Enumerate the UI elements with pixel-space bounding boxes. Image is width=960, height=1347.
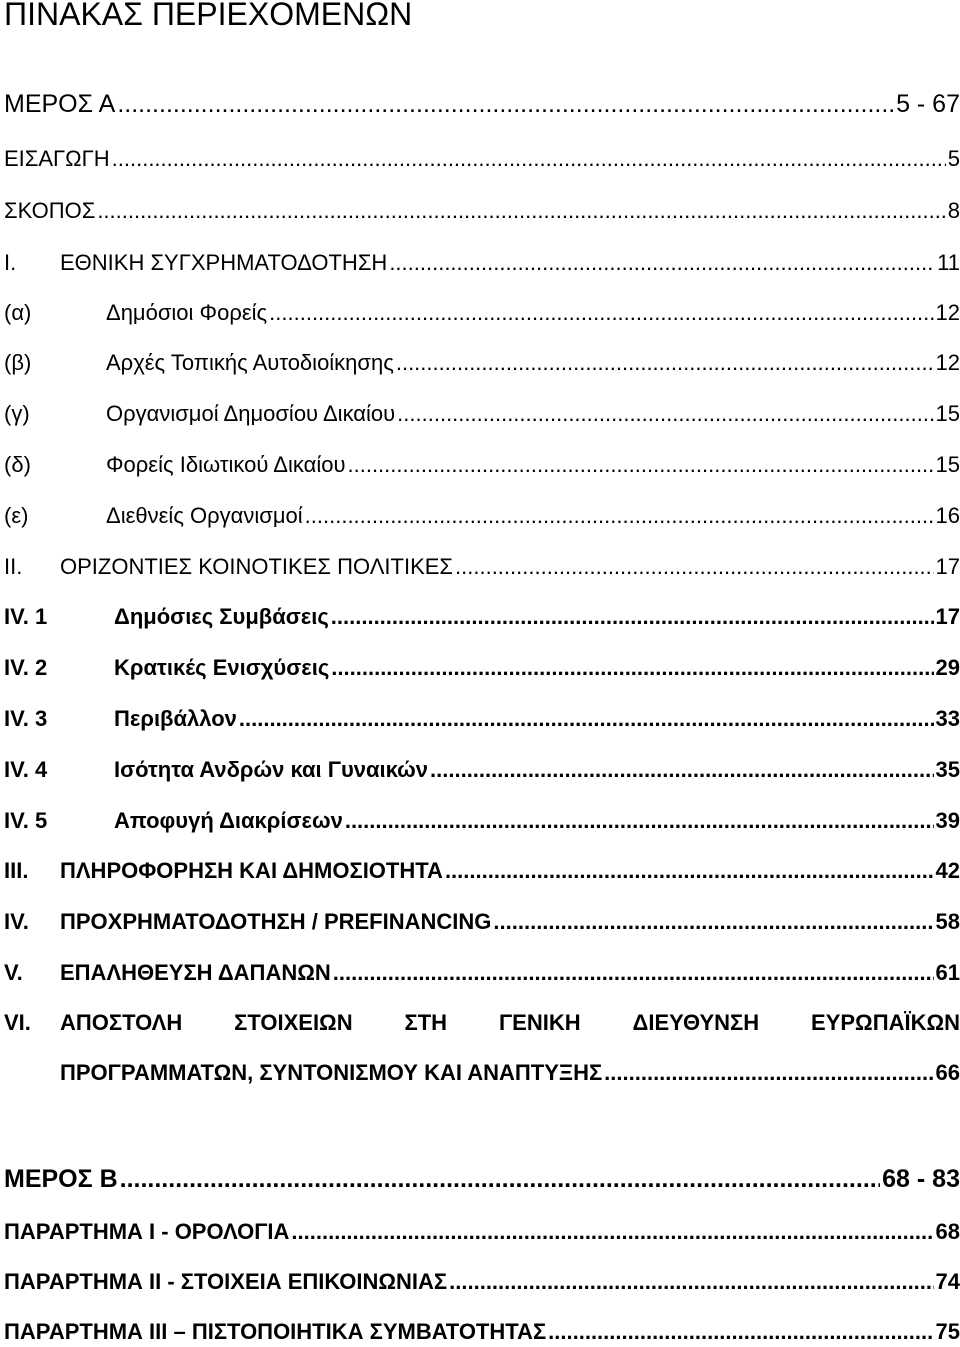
toc-entry-section-6-continued[interactable] [4, 1058, 960, 1088]
toc-entry-page: 15 [935, 401, 960, 426]
dot-leader [112, 144, 946, 174]
toc-entry-title-line2: ΠΡΟΓΡΑΜΜΑΤΩΝ, ΣΥΝΤΟΝΙΣΜΟΥ ΚΑΙ ΑΝΑΠΤΥΞΗΣ [60, 1060, 603, 1085]
toc-entry-title: ΠΡΟΧΡΗΜΑΤΟΔΟΤΗΣΗ / PREFINANCING [60, 909, 492, 934]
toc-entry-page: 58 [935, 909, 960, 934]
toc-entry-number: IV. 2 [4, 655, 48, 680]
toc-entry-number: VI. [4, 1010, 31, 1035]
toc-entry-number: (α) [4, 300, 32, 325]
dot-leader [397, 399, 933, 429]
toc-entry-4-1[interactable] [4, 602, 960, 632]
toc-entry-title: ΜΕΡΟΣ Α [4, 90, 116, 118]
toc-entry-number: (β) [4, 350, 32, 375]
toc-entry-page: 68 - 83 [882, 1165, 960, 1193]
toc-entry-section-6[interactable] [4, 1008, 960, 1038]
dot-leader [239, 704, 934, 734]
toc-entry-page: 11 [937, 250, 960, 275]
toc-entry-title: ΜΕΡΟΣ Β [4, 1165, 118, 1193]
toc-entry-4-2[interactable] [4, 653, 960, 683]
toc-entry-title-line1 [60, 1008, 960, 1038]
toc-entry-number: IV. 4 [4, 757, 48, 782]
toc-entry-appendix-2[interactable] [4, 1267, 960, 1297]
toc-entry-subsection-e[interactable] [4, 501, 960, 531]
title-word: ΕΥΡΩΠΑΪΚΩΝ [811, 1010, 960, 1035]
toc-entry-number: II. [4, 554, 23, 579]
toc-entry-number: III. [4, 858, 29, 883]
dot-leader [455, 552, 934, 582]
toc-entry-title: Ισότητα Ανδρών και Γυναικών [114, 757, 429, 782]
toc-entry-title: ΕΘΝΙΚΗ ΣΥΓΧΡΗΜΑΤΟΔΟΤΗΣΗ [60, 250, 388, 275]
dot-leader [333, 958, 934, 988]
dot-leader [604, 1058, 933, 1088]
toc-entry-purpose[interactable] [4, 196, 960, 226]
toc-entry-number: IV. 1 [4, 604, 48, 629]
dot-leader [291, 1217, 933, 1247]
dot-leader [269, 298, 933, 328]
toc-entry-page: 39 [935, 808, 960, 833]
toc-entry-title: ΠΑΡΑΡΤΗΜΑ ΙΙΙ – ΠΙΣΤΟΠΟΙΗΤΙΚΑ ΣΥΜΒΑΤΟΤΗΤΑΣ [4, 1319, 547, 1344]
title-word: ΣΤΗ [404, 1010, 448, 1035]
toc-entry-number: V. [4, 960, 23, 985]
toc-entry-number: (γ) [4, 401, 30, 426]
toc-entry-title: Αποφυγή Διακρίσεων [114, 808, 343, 833]
toc-entry-subsection-a[interactable] [4, 298, 960, 328]
toc-entry-number: IV. 5 [4, 808, 48, 833]
toc-entry-page: 75 [935, 1319, 960, 1344]
dot-leader [305, 501, 934, 531]
toc-entry-page: 8 [947, 198, 960, 223]
toc-entry-page: 42 [935, 858, 960, 883]
toc-entry-title: ΠΑΡΑΡΤΗΜΑ Ι - ΟΡΟΛΟΓΙΑ [4, 1219, 290, 1244]
title-word: ΑΠΟΣΤΟΛΗ [60, 1010, 183, 1035]
toc-entry-page: 12 [935, 350, 960, 375]
toc-entry-4-4[interactable] [4, 755, 960, 785]
toc-entry-page: 17 [935, 554, 960, 579]
toc-entry-title: Διεθνείς Οργανισμοί [106, 503, 303, 528]
toc-entry-4-3[interactable] [4, 704, 960, 734]
toc-entry-title: ΟΡΙΖΟΝΤΙΕΣ ΚΟΙΝΟΤΙΚΕΣ ΠΟΛΙΤΙΚΕΣ [60, 554, 454, 579]
toc-entry-number: Ι. [4, 250, 17, 275]
toc-entry-title: Αρχές Τοπικής Αυτοδιοίκησης [106, 350, 394, 375]
toc-entry-page: 74 [935, 1269, 960, 1294]
toc-entry-subsection-b[interactable] [4, 348, 960, 378]
toc-entry-section-5[interactable] [4, 958, 960, 988]
toc-entry-introduction[interactable] [4, 144, 960, 174]
toc-entry-part-b[interactable] [4, 1162, 960, 1196]
title-word: ΓΕΝΙΚΗ [498, 1010, 581, 1035]
toc-entry-title: ΕΙΣΑΓΩΓΗ [4, 146, 110, 171]
page-title: ΠΙΝΑΚΑΣ ΠΕΡΙΕΧΟΜΕΝΩΝ [4, 0, 413, 32]
toc-entry-title: Δημόσιοι Φορείς [106, 300, 268, 325]
dot-leader [389, 248, 935, 278]
toc-entry-number: (δ) [4, 452, 31, 477]
toc-entry-4-5[interactable] [4, 806, 960, 836]
dot-leader [445, 856, 934, 886]
toc-entry-title: ΣΚΟΠΟΣ [4, 198, 96, 223]
toc-entry-subsection-c[interactable] [4, 399, 960, 429]
toc-entry-page: 5 - 67 [896, 90, 960, 118]
toc-entry-number: IV. 3 [4, 706, 48, 731]
toc-entry-page: 16 [935, 503, 960, 528]
dot-leader [117, 87, 894, 121]
toc-entry-section-4[interactable] [4, 907, 960, 937]
toc-entry-page: 66 [935, 1060, 960, 1085]
toc-entry-page: 5 [947, 146, 960, 171]
toc-entry-section-2[interactable] [4, 552, 960, 582]
toc-entry-title: ΠΛΗΡΟΦΟΡΗΣΗ ΚΑΙ ΔΗΜΟΣΙΟΤΗΤΑ [60, 858, 443, 883]
toc-entry-section-3[interactable] [4, 856, 960, 886]
toc-entry-part-a[interactable] [4, 87, 960, 121]
toc-entry-title: ΕΠΑΛΗΘΕΥΣΗ ΔΑΠΑΝΩΝ [60, 960, 331, 985]
title-word: ΣΤΟΙΧΕΙΩΝ [234, 1010, 353, 1035]
dot-leader [548, 1317, 933, 1347]
dot-leader [493, 907, 933, 937]
dot-leader [449, 1267, 933, 1297]
dot-leader [348, 450, 934, 480]
toc-entry-page: 15 [935, 452, 960, 477]
toc-entry-title: Περιβάλλον [114, 706, 237, 731]
toc-entry-page: 61 [935, 960, 960, 985]
toc-entry-number: (ε) [4, 503, 29, 528]
toc-entry-page: 17 [935, 604, 960, 629]
title-word: ΔΙΕΥΘΥΝΣΗ [632, 1010, 760, 1035]
toc-entry-title: Δημόσιες Συμβάσεις [114, 604, 329, 629]
toc-entry-appendix-1[interactable] [4, 1217, 960, 1247]
toc-entry-title: ΠΑΡΑΡΤΗΜΑ ΙΙ - ΣΤΟΙΧΕΙΑ ΕΠΙΚΟΙΝΩΝΙΑΣ [4, 1269, 448, 1294]
toc-entry-page: 12 [935, 300, 960, 325]
toc-entry-subsection-d[interactable] [4, 450, 960, 480]
dot-leader [97, 196, 945, 226]
dot-leader [345, 806, 934, 836]
toc-entry-page: 35 [935, 757, 960, 782]
toc-entry-title: Οργανισμοί Δημοσίου Δικαίου [106, 401, 396, 426]
toc-entry-appendix-3[interactable] [4, 1317, 960, 1347]
toc-entry-title: Φορείς Ιδιωτικού Δικαίου [106, 452, 346, 477]
toc-entry-section-1[interactable] [4, 248, 960, 278]
dot-leader [331, 602, 934, 632]
dot-leader [120, 1162, 881, 1196]
toc-entry-page: 29 [935, 655, 960, 680]
dot-leader [430, 755, 934, 785]
dot-leader [331, 653, 933, 683]
toc-entry-page: 68 [935, 1219, 960, 1244]
toc-entry-number: IV. [4, 909, 29, 934]
dot-leader [396, 348, 934, 378]
toc-entry-title: Κρατικές Ενισχύσεις [114, 655, 330, 680]
toc-entry-page: 33 [935, 706, 960, 731]
